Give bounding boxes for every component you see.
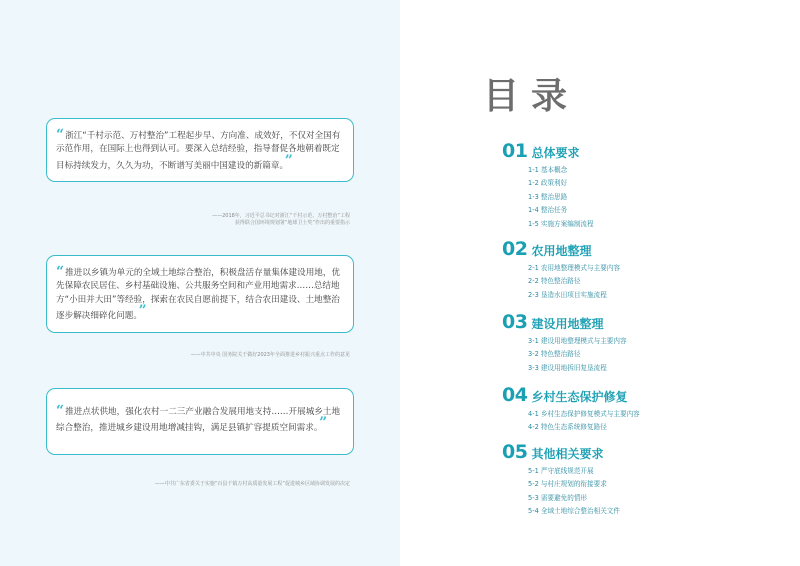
toc-item[interactable]: 2-2 特色整治路径 bbox=[528, 277, 581, 286]
quote-source-3 bbox=[80, 481, 350, 488]
toc-sub-list bbox=[528, 335, 782, 375]
toc-item[interactable]: 3-1 建设用地整理模式与主要内容 bbox=[528, 337, 627, 345]
toc-item[interactable]: 3-2 特色整治路径 bbox=[528, 350, 581, 359]
close-quote-icon: ” bbox=[138, 303, 147, 320]
toc-section-01[interactable] bbox=[502, 140, 782, 231]
toc-item[interactable]: 1-1 基本概念 bbox=[528, 166, 568, 174]
toc-section-heading[interactable] bbox=[502, 238, 782, 260]
section-number: 02 bbox=[502, 238, 528, 260]
toc-item[interactable]: 2-3 垦造水田项目实施流程 bbox=[528, 290, 607, 299]
toc-title: 目录 bbox=[483, 76, 580, 117]
toc-item[interactable]: 5-2 与村庄规划的衔接要求 bbox=[528, 480, 607, 489]
toc-item[interactable]: 1-3 整治思路 bbox=[528, 192, 568, 201]
section-title: 其他相关要求 bbox=[531, 447, 604, 461]
section-title: 建设用地整理 bbox=[531, 317, 604, 331]
quote-box-2 bbox=[46, 255, 354, 333]
section-number: 01 bbox=[502, 140, 528, 162]
section-title: 总体要求 bbox=[531, 146, 580, 160]
quote-source-2-line1: ——中共中央 国务院关于做好2023年全面推进乡村振兴重点工作的意见 bbox=[190, 352, 350, 358]
quote-body-3: 推进点状供地，强化农村一二三产业融合发展用地支持……开展城乡土地综合整治，推进城乡建设用地增减挂钩，满足县镇扩容提质空间需求。 bbox=[56, 407, 341, 434]
close-quote-icon: ” bbox=[319, 415, 328, 432]
toc-item[interactable]: 1-4 整治任务 bbox=[528, 206, 568, 215]
toc-item[interactable]: 1-2 政策利好 bbox=[528, 179, 568, 188]
toc-sub-list bbox=[528, 164, 782, 231]
toc-section-05[interactable] bbox=[502, 441, 782, 519]
section-number: 03 bbox=[502, 311, 528, 333]
quote-box-3 bbox=[46, 388, 354, 455]
quote-source-1-line1: ——2018年，习近平总书记对浙江“千村示范、万村整治”工程 bbox=[212, 213, 350, 219]
section-number: 04 bbox=[502, 384, 528, 406]
toc-sub-list bbox=[528, 465, 782, 519]
section-number: 05 bbox=[502, 441, 528, 463]
open-quote-icon: “ bbox=[56, 127, 65, 143]
quote-source-2 bbox=[80, 352, 350, 359]
section-title: 农用地整理 bbox=[531, 244, 592, 258]
open-quote-icon: “ bbox=[56, 264, 65, 280]
section-title: 乡村生态保护修复 bbox=[531, 390, 628, 404]
quote-source-1 bbox=[80, 213, 350, 227]
toc-item[interactable]: 2-1 农用地整理模式与主要内容 bbox=[528, 264, 620, 272]
toc-item[interactable]: 5-1 严守底线规范开展 bbox=[528, 467, 594, 475]
close-quote-icon: ” bbox=[284, 152, 293, 169]
toc-item[interactable]: 5-3 需要避免的情形 bbox=[528, 493, 588, 502]
toc-item[interactable]: 5-4 全域土地综合整治相关文件 bbox=[528, 507, 620, 516]
toc-section-02[interactable] bbox=[502, 238, 782, 302]
open-quote-icon: “ bbox=[56, 403, 65, 419]
quote-source-3-line1: ——中共广东省委关于实施“百县千镇万村高质量发展工程”促进城乡区域协调发展的决定 bbox=[154, 481, 350, 487]
toc-item[interactable]: 4-1 乡村生态保护修复模式与主要内容 bbox=[528, 410, 640, 418]
toc-section-04[interactable] bbox=[502, 384, 782, 435]
toc-section-03[interactable] bbox=[502, 311, 782, 375]
quote-text-2 bbox=[56, 264, 344, 324]
toc-section-heading[interactable] bbox=[502, 311, 782, 333]
quote-text-1 bbox=[56, 127, 344, 173]
quote-source-1-line2: 获得联合国环境规划署“地球卫士奖”作出的重要指示 bbox=[234, 220, 350, 226]
toc-sub-list bbox=[528, 262, 782, 302]
toc-section-heading[interactable] bbox=[502, 441, 782, 463]
toc-item[interactable]: 1-5 实施方案编制流程 bbox=[528, 219, 594, 228]
toc-section-heading[interactable] bbox=[502, 384, 782, 406]
quote-body-2: 推进以乡镇为单元的全域土地综合整治，积极盘活存量集体建设用地，优先保障农民居住、乡村基础设施、公共服务空间和产业用地需求……总结地方“小田并大田”等经验，探索在农民自愿前提下，结合农田建设、土地整治逐步解决细碎化问题。 bbox=[56, 268, 341, 322]
quote-body-1: 浙江“千村示范、万村整治”工程起步早、方向准、成效好，不仅对全国有示范作用，在国际上也得到认可。要深入总结经验，指导督促各地朝着既定目标持续发力，久久为功，不断谱写美丽中国建设的新篇章。 bbox=[56, 131, 341, 171]
toc-item[interactable]: 3-3 建设用地拆旧复垦流程 bbox=[528, 363, 607, 372]
toc-sub-list bbox=[528, 408, 782, 435]
quote-box-1 bbox=[46, 118, 354, 182]
toc-item[interactable]: 4-2 特色生态系统修复路径 bbox=[528, 423, 607, 432]
quote-text-3 bbox=[56, 400, 344, 446]
toc-section-heading[interactable] bbox=[502, 140, 782, 162]
